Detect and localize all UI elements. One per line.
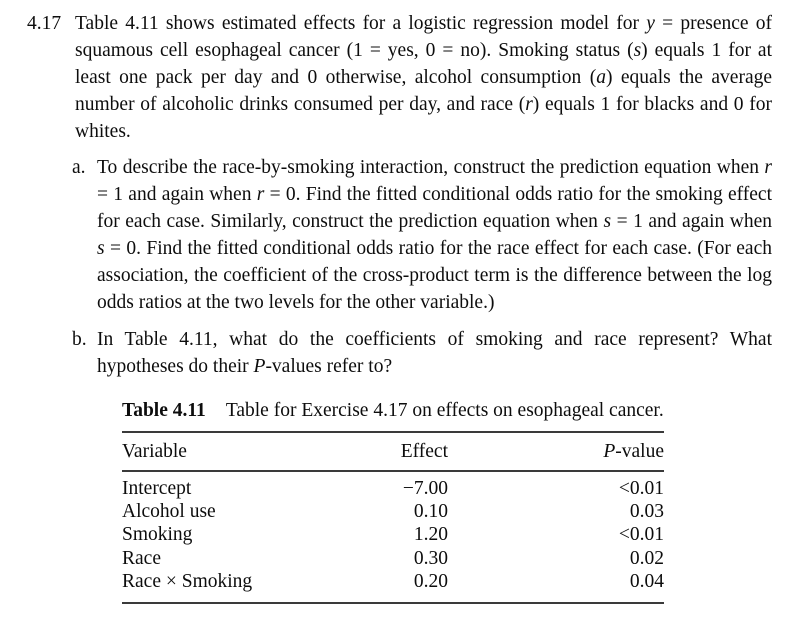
table-cell: Intercept [122,478,192,499]
table-caption-label: Table 4.11 [122,400,206,421]
exercise-number: 4.17 [27,13,62,34]
table-row [122,523,664,546]
table-row [122,500,664,523]
table-caption-text: Table for Exercise 4.17 on effects on esophageal cancer. [225,400,664,421]
exercise-intro-paragraph: Table 4.11 shows estimated effects for a logistic regression model for y = presence of squamous cell esophageal cancer (1 = yes, 0 = no). Smoking status (s) equals 1 for at least one pack per day and 0 otherwise, alcohol consumption (a) equals the average number of alcoholic drinks consumed per day, and race (r) equals 1 for blacks and 0 for whites. [75,13,773,142]
table-cell: Race × Smoking [122,570,253,592]
table-cell: 0.20 [413,570,448,592]
column-header-variable: Variable [122,432,322,471]
part-a-text: To describe the race-by-smoking interaction, construct the prediction equation when r = 1 and again when r = 0. Find the fitted conditional odds ratio for the smoking effect for each case. Similarly, construct the prediction equation when s = 1 and again when s = 0. Find the fitted conditional odds ratio for the race effect for each case. (For each association, the coefficient of the cross-product term is the difference between the log odds ratios at the two levels for the other variable.) [97,157,772,313]
column-header-effect: Effect [322,432,448,471]
table-row [122,471,664,500]
part-a-label: a. [72,157,86,178]
table-cell: Alcohol use [122,501,216,523]
table-cell: 0.04 [629,570,664,592]
table-cell: 0.02 [629,547,664,569]
exercise-part-a [72,154,772,316]
table-row [122,570,664,603]
column-header-pvalue: P-value [448,432,664,471]
table-row [122,547,664,570]
table-4-11-block [122,399,664,604]
table-cell: Race [122,547,161,569]
exercise-part-b [72,326,772,380]
part-b-label: b. [72,329,87,350]
table-cell: <0.01 [618,524,664,546]
effects-table-header [122,432,664,471]
table-cell: 0.30 [413,547,448,569]
table-cell: 0.10 [413,501,448,523]
table-cell: Smoking [122,524,193,546]
table-cell: 0.03 [629,501,664,523]
table-cell: 1.20 [413,524,448,546]
part-b-text: In Table 4.11, what do the coefficients of smoking and race represent? What hypotheses do their P-values refer to? [97,329,772,377]
exercise-body [72,10,773,604]
table-caption [122,399,664,423]
effects-table-body [122,471,664,603]
exercise-4-17 [27,10,772,604]
effects-table [122,431,664,604]
table-cell: <0.01 [618,478,664,499]
table-cell: −7.00 [402,478,448,499]
